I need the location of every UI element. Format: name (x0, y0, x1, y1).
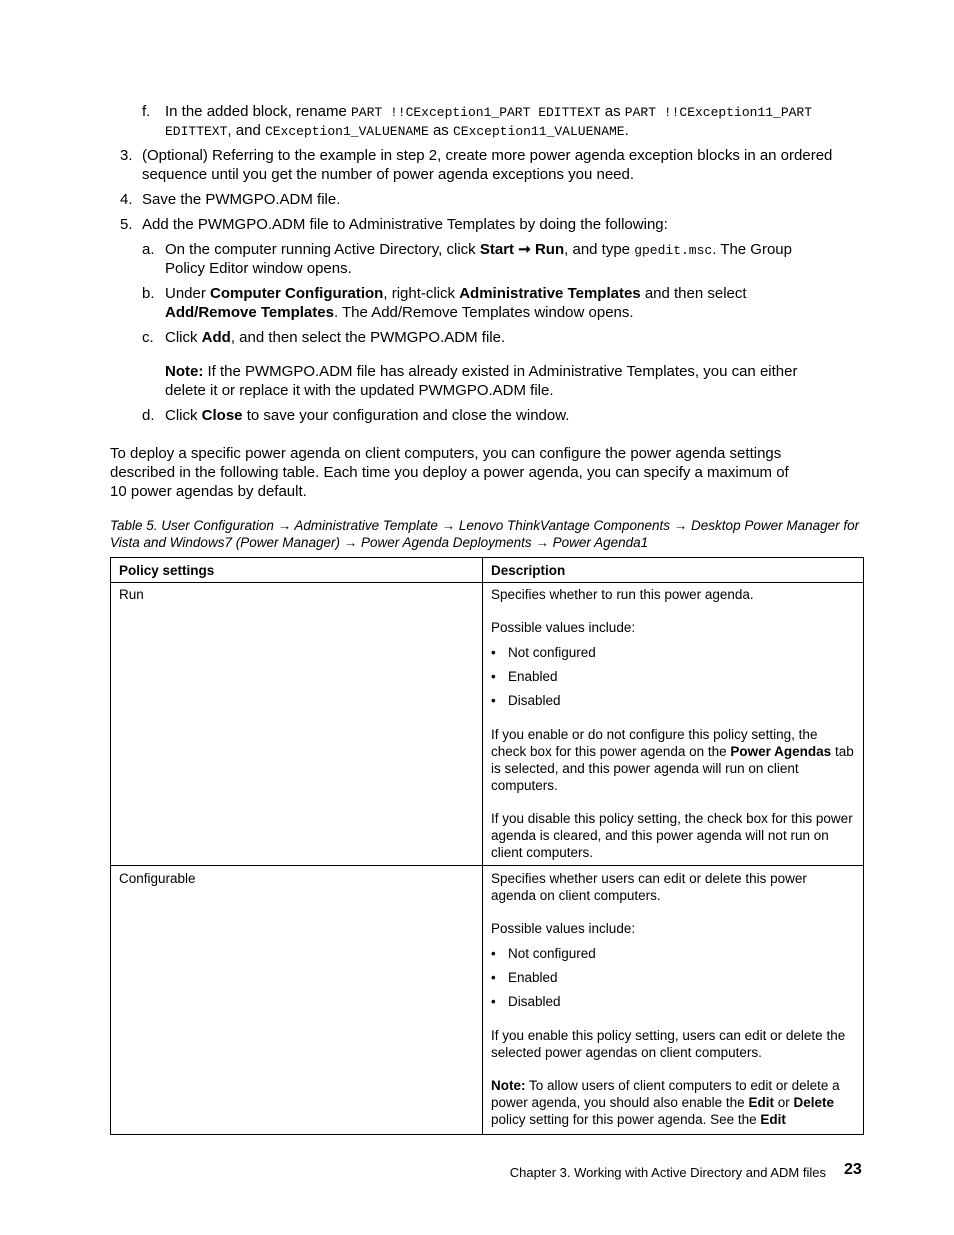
desc-text-part: policy setting for this power agenda. See the (491, 1112, 761, 1127)
step-5b-text: and then select (640, 285, 747, 302)
list-item: • Not configured (491, 644, 855, 661)
note-label: Note: (165, 363, 204, 380)
desc-text: Specifies whether users can edit or delete this power agenda on client computers. (491, 871, 807, 903)
step-5b-line-1 (165, 284, 747, 303)
arrow-icon: ➞ (518, 241, 531, 258)
edit-label: Edit (760, 1112, 786, 1127)
footer-chapter: Chapter 3. Working with Active Directory and ADM files (509, 1165, 826, 1180)
start-label: Start (479, 241, 515, 258)
policy-name-run: Run (111, 583, 483, 866)
step-f-text: as (428, 122, 453, 139)
code-gpedit: gpedit.msc (634, 243, 713, 258)
step-5c-text-part: , and then select the PWMGPO.ADM file. (230, 329, 506, 346)
step-3-marker: 3. (120, 147, 133, 164)
step-5c-marker: c. (142, 329, 154, 346)
step-5d-text-part: to save your configuration and close the window. (242, 407, 570, 424)
desc-note (491, 1077, 855, 1128)
step-5b-text: . The Add/Remove Templates window opens. (333, 304, 634, 321)
step-5a-marker: a. (142, 241, 155, 258)
list-item: • Enabled (491, 969, 855, 986)
policy-name-configurable: Configurable (111, 866, 483, 1135)
step-5a-text: , and type (564, 241, 635, 258)
step-f-text: In the added block, rename (165, 103, 351, 120)
step-5d-text (165, 406, 569, 425)
step-3-line-1: (Optional) Referring to the example in step 2, create more power agenda exception blocks in an ordered (142, 147, 833, 164)
list-item: • Not configured (491, 945, 855, 962)
table-header-row (111, 558, 864, 583)
step-f-text: as (600, 103, 625, 120)
list-item: • Disabled (491, 993, 855, 1010)
step-5-marker: 5. (120, 216, 133, 233)
policy-table (110, 557, 864, 1135)
step-5c-text-part: Click (165, 329, 202, 346)
step-5b-line-2 (165, 303, 634, 322)
step-5a-line-1 (165, 240, 792, 260)
step-f-text: , and (227, 122, 265, 139)
page-number: 23 (844, 1161, 862, 1178)
step-f-line-2 (165, 121, 629, 141)
step-f-marker: f. (142, 103, 151, 120)
step-5c-text (165, 328, 505, 347)
intro-line-1: To deploy a specific power agenda on client computers, you can configure the power agenda settings (110, 445, 782, 462)
code-edittext: EDITTEXT (165, 124, 228, 139)
step-5a-text: On the computer running Active Directory, click (165, 241, 480, 258)
administrative-templates-label: Administrative Templates (459, 285, 641, 302)
note-label: Note: (491, 1078, 526, 1093)
list-item: • Enabled (491, 668, 855, 685)
close-label: Close (201, 407, 243, 424)
desc-text-part: If you enable or do not configure this policy setting, the check box for this power agenda on the (491, 727, 818, 759)
desc-text: Possible values include: (491, 620, 636, 635)
header-description: Description (483, 558, 864, 583)
intro-line-2: described in the following table. Each time you deploy a power agenda, you can specify a maximum of (110, 464, 789, 481)
code-part-cexception1: PART !!CException1_PART EDITTEXT (350, 105, 601, 120)
edit-label: Edit (748, 1095, 774, 1110)
desc-text: If you disable this policy setting, the check box for this power agenda is cleared, and this power agenda will not run on client computers. (491, 811, 853, 860)
table-caption: Table 5. User Configuration → Administrative Template → Lenovo ThinkVantage Components → Desktop Power Manager for Vista and Windows7 (Power Manager) → Power Agenda Deployments → Power Agenda1 (110, 518, 860, 550)
note-line-2: delete it or replace it with the updated PWMGPO.ADM file. (165, 382, 554, 399)
desc-text: If you enable this policy setting, users can edit or delete the selected power agendas on client computers. (491, 1028, 846, 1060)
code-part-cexception11: PART !!CException11_PART (624, 105, 813, 120)
list-item: • Disabled (491, 692, 855, 709)
add-remove-templates-label: Add/Remove Templates (165, 304, 334, 321)
note-text: If the PWMGPO.ADM file has already existed in Administrative Templates, you can either (203, 363, 798, 380)
intro-line-3: 10 power agendas by default. (110, 483, 307, 500)
code-cexception1-valuename: CException1_VALUENAME (264, 124, 429, 139)
note-line-1 (165, 362, 797, 381)
table-row (111, 866, 864, 1135)
computer-configuration-label: Computer Configuration (210, 285, 384, 302)
step-5b-marker: b. (142, 285, 155, 302)
header-policy-settings: Policy settings (111, 558, 483, 583)
code-cexception11-valuename: CException11_VALUENAME (452, 124, 625, 139)
step-3-line-2: sequence until you get the number of power agenda exceptions you need. (142, 166, 635, 183)
step-5a-text: . The Group (712, 241, 792, 258)
step-4-text: Save the PWMGPO.ADM file. (142, 191, 341, 208)
policy-description-configurable (483, 866, 864, 1135)
step-5d-marker: d. (142, 407, 155, 424)
desc-text: Possible values include: (491, 921, 636, 936)
add-label: Add (201, 329, 231, 346)
desc-text-part: To allow users of client computers to edit or delete a power agenda, you should also enable the (491, 1078, 840, 1110)
step-f-text: . (624, 122, 629, 139)
step-4-marker: 4. (120, 191, 133, 208)
step-f-line-1 (165, 102, 812, 122)
delete-label: Delete (793, 1095, 834, 1110)
power-agendas-label: Power Agendas (730, 744, 832, 759)
table-row (111, 583, 864, 866)
desc-text-part: or (773, 1095, 794, 1110)
step-5-text: Add the PWMGPO.ADM file to Administrative Templates by doing the following: (142, 216, 668, 233)
run-label: Run (534, 241, 565, 258)
policy-description-run (483, 583, 864, 866)
step-5a-line-2: Policy Editor window opens. (165, 260, 352, 277)
desc-text (491, 726, 855, 794)
step-5b-text: , right-click (383, 285, 460, 302)
desc-text-part: tab is selected, and this power agenda will run on client computers. (491, 744, 854, 793)
step-5d-text-part: Click (165, 407, 202, 424)
step-5b-text: Under (165, 285, 211, 302)
desc-text: Specifies whether to run this power agenda. (491, 587, 754, 602)
